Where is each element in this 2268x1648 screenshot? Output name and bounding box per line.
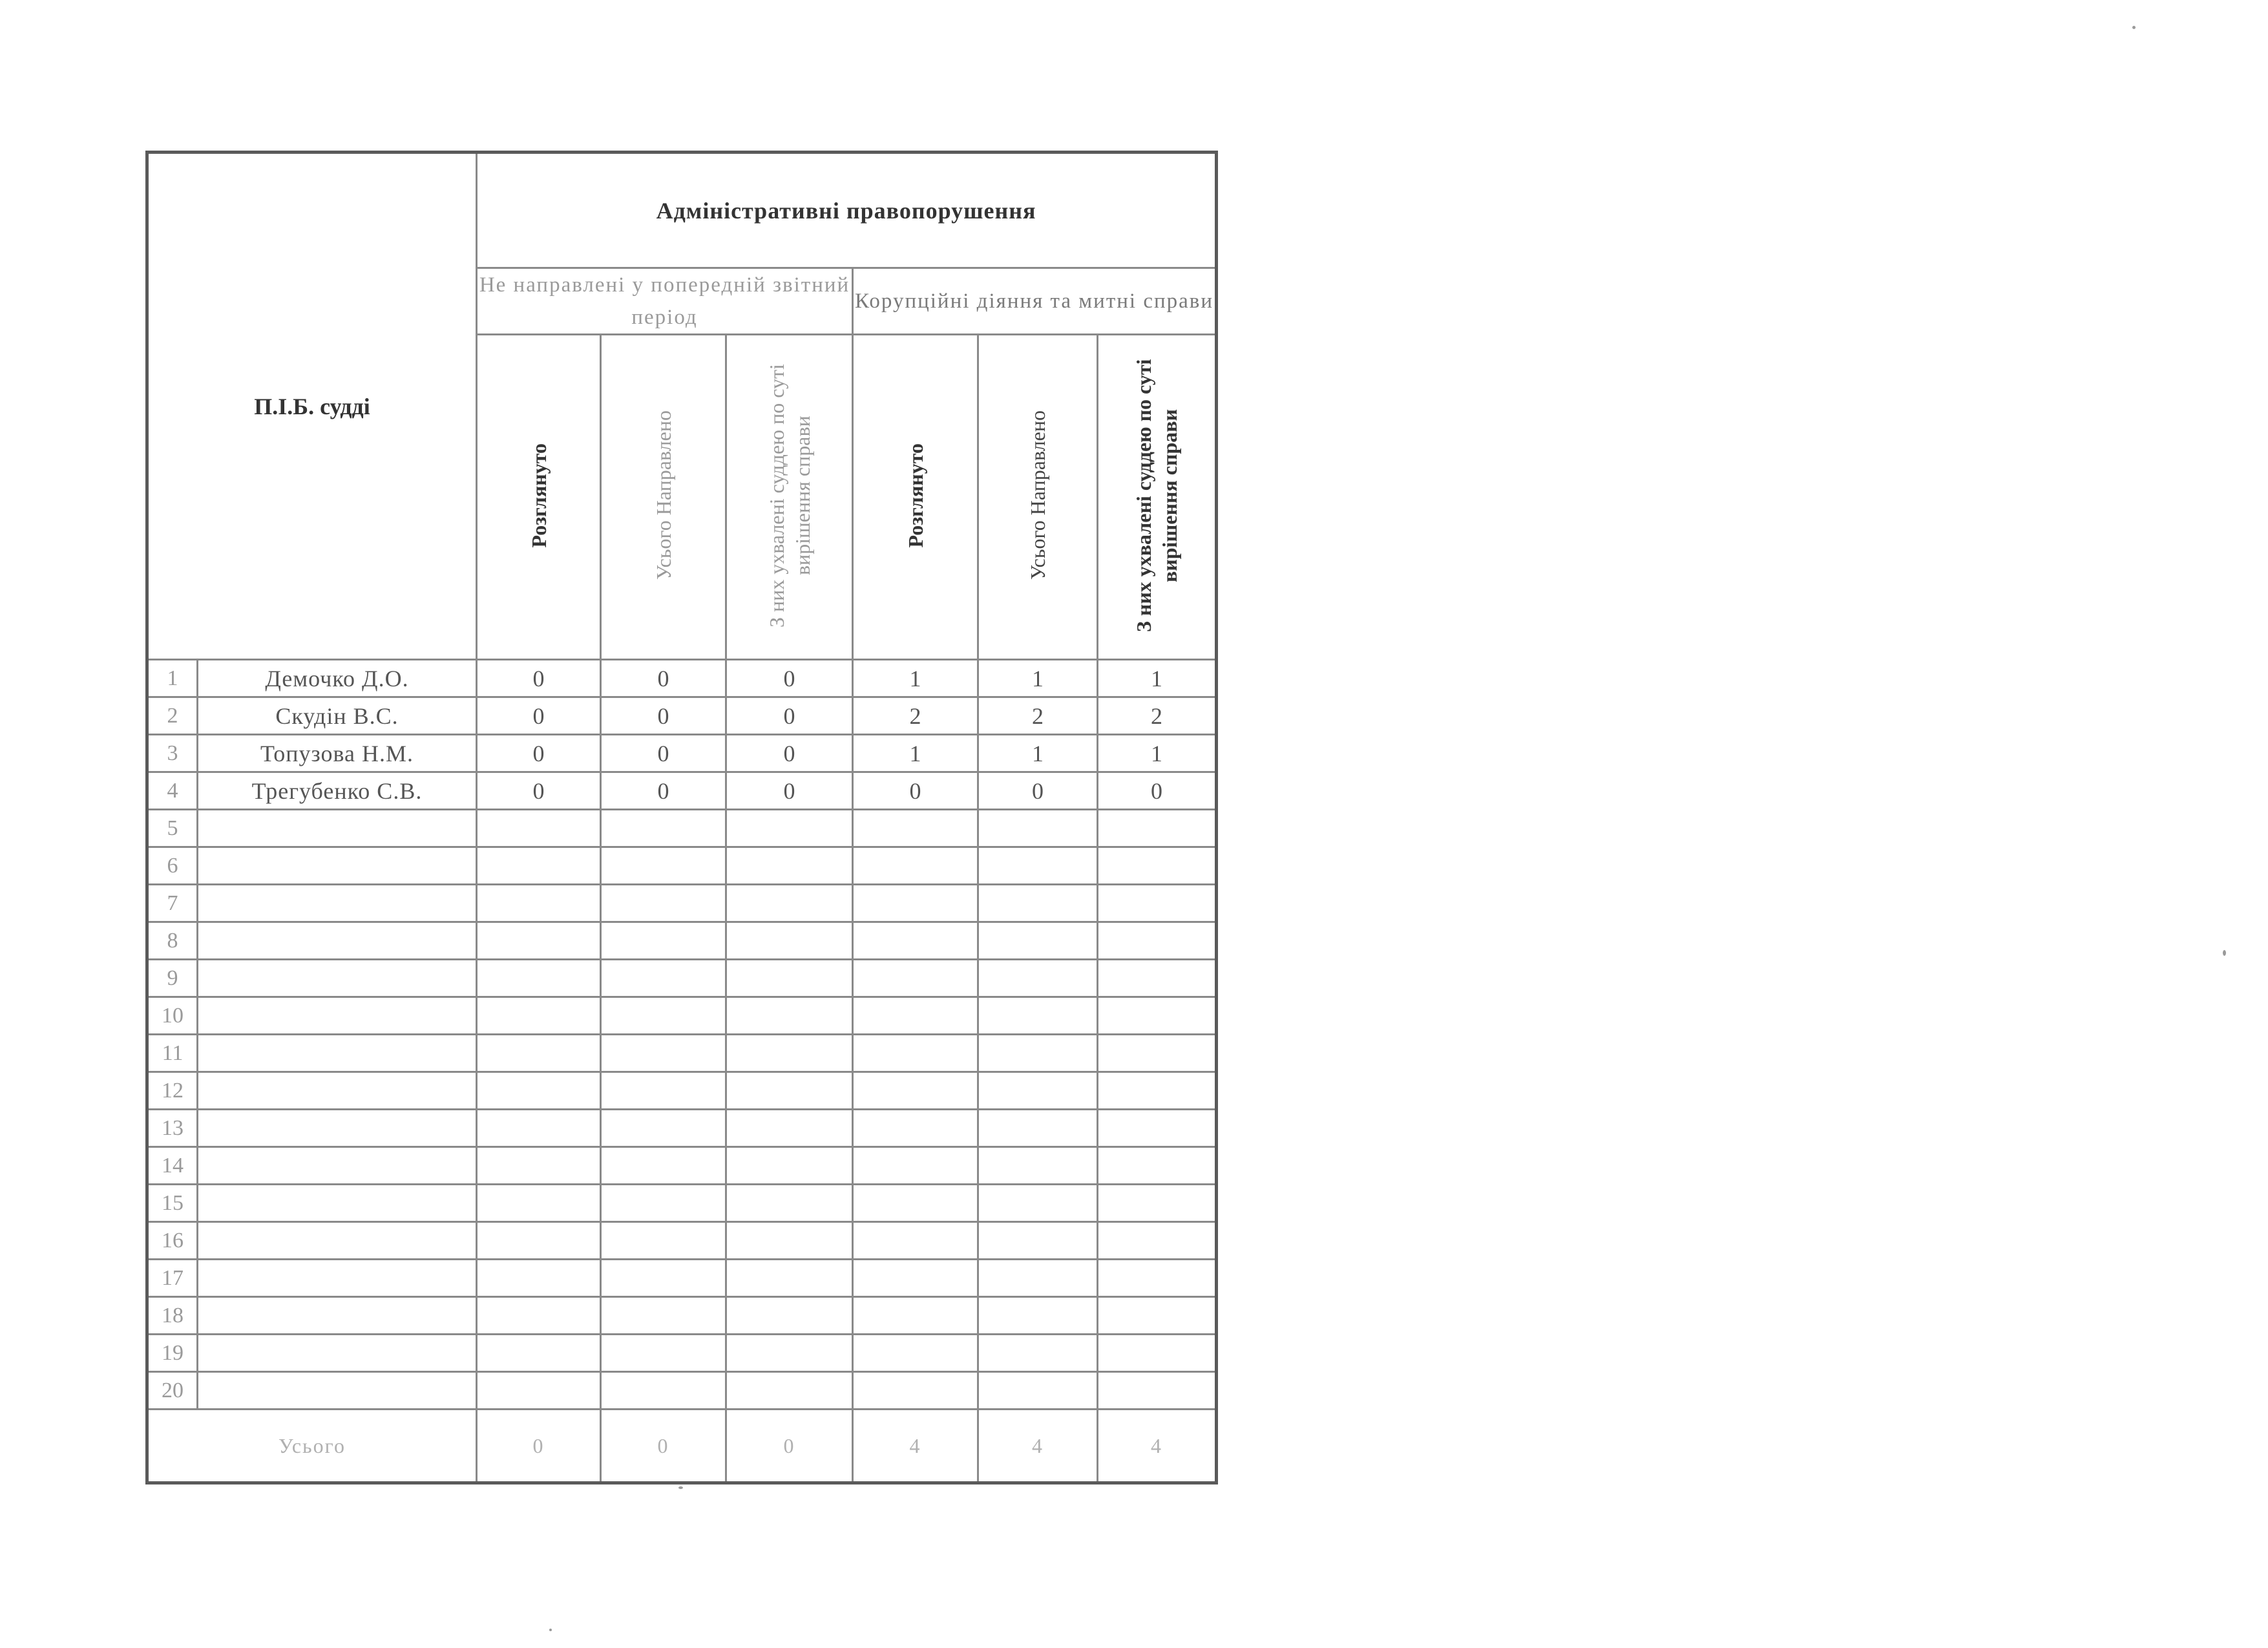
row-number: 4 (147, 772, 198, 810)
cell-value (1098, 1297, 1217, 1335)
cell-value (726, 960, 853, 997)
cell-value (1098, 1222, 1217, 1260)
judge-name (198, 1297, 477, 1335)
cell-value (853, 1110, 978, 1147)
cell-value (978, 1335, 1098, 1372)
cell-value (853, 1372, 978, 1410)
cell-value: 0 (601, 772, 726, 810)
table-row (147, 960, 1217, 997)
row-number: 13 (147, 1110, 198, 1147)
cell-value: 0 (853, 772, 978, 810)
table-row (147, 697, 1217, 735)
cell-value (726, 1260, 853, 1297)
total-value: 4 (853, 1410, 978, 1483)
cell-value: 0 (601, 697, 726, 735)
total-value: 4 (978, 1410, 1098, 1483)
cell-value (477, 1185, 601, 1222)
cell-value (601, 997, 726, 1035)
cell-value (1098, 922, 1217, 960)
cell-value (601, 1035, 726, 1072)
cell-value (477, 885, 601, 922)
cell-value (601, 1222, 726, 1260)
row-number: 10 (147, 997, 198, 1035)
cell-value (601, 1185, 726, 1222)
cell-value: 1 (1098, 660, 1217, 697)
cell-value: 0 (601, 735, 726, 772)
cell-value (1098, 847, 1217, 885)
cell-value (853, 1222, 978, 1260)
cell-value: 0 (477, 772, 601, 810)
total-value: 0 (601, 1410, 726, 1483)
row-number: 7 (147, 885, 198, 922)
corruption-customs-header: Корупційні діяння та митні справи (853, 268, 1217, 335)
cell-value: 0 (601, 660, 726, 697)
col-header-total-sent-2: Усього Направлено (978, 335, 1098, 660)
cell-value: 2 (853, 697, 978, 735)
cell-value (853, 997, 978, 1035)
col-header-reviewed-2: Розглянуто (853, 335, 978, 660)
cell-value (853, 1072, 978, 1110)
judge-name (198, 1372, 477, 1410)
cell-value: 0 (1098, 772, 1217, 810)
table-row (147, 1185, 1217, 1222)
table-row (147, 810, 1217, 847)
cell-value (726, 1222, 853, 1260)
col-header-reviewed-1: Розглянуто (477, 335, 601, 660)
cell-value (1098, 1147, 1217, 1185)
cell-value (1098, 1260, 1217, 1297)
cell-value: 0 (726, 697, 853, 735)
table-row (147, 1035, 1217, 1072)
cell-value (726, 922, 853, 960)
judge-name: Топузова Н.М. (198, 735, 477, 772)
cell-value (726, 1110, 853, 1147)
cell-value (601, 885, 726, 922)
table-row (147, 1335, 1217, 1372)
cell-value (601, 1147, 726, 1185)
judge-name (198, 885, 477, 922)
col-header-decided-2: З них ухвалені суддею по суті вирішення справи (1098, 335, 1217, 660)
cell-value (726, 1372, 853, 1410)
table-row (147, 1072, 1217, 1110)
cell-value (853, 922, 978, 960)
cell-value: 1 (853, 735, 978, 772)
cell-value (601, 960, 726, 997)
row-number: 9 (147, 960, 198, 997)
cell-value (853, 960, 978, 997)
cell-value (477, 847, 601, 885)
cell-value (853, 885, 978, 922)
cell-value: 0 (726, 772, 853, 810)
judge-name (198, 810, 477, 847)
cell-value (477, 922, 601, 960)
row-number: 14 (147, 1147, 198, 1185)
row-number: 18 (147, 1297, 198, 1335)
cell-value (477, 1335, 601, 1372)
table-row (147, 660, 1217, 697)
row-number: 19 (147, 1335, 198, 1372)
cell-value (853, 810, 978, 847)
col-header-total-sent-1: Усього Направлено (601, 335, 726, 660)
row-number: 2 (147, 697, 198, 735)
judge-name (198, 1222, 477, 1260)
cell-value (601, 1335, 726, 1372)
judge-name-header: П.І.Б. судді (147, 153, 477, 660)
judge-name (198, 1260, 477, 1297)
cell-value (1098, 885, 1217, 922)
cell-value (978, 1372, 1098, 1410)
cell-value (601, 1297, 726, 1335)
cell-value (853, 1185, 978, 1222)
cell-value (853, 1335, 978, 1372)
cell-value: 2 (1098, 697, 1217, 735)
row-number: 15 (147, 1185, 198, 1222)
cell-value (1098, 1372, 1217, 1410)
table-row (147, 1297, 1217, 1335)
not-sent-previous-period-header: Не направлені у попередній звітний період (477, 268, 853, 335)
cell-value (477, 1260, 601, 1297)
cell-value (1098, 997, 1217, 1035)
cell-value: 0 (477, 697, 601, 735)
cell-value (477, 810, 601, 847)
cell-value (978, 1035, 1098, 1072)
scan-speck (2223, 950, 2226, 956)
judge-name (198, 1147, 477, 1185)
cell-value (978, 847, 1098, 885)
row-number: 17 (147, 1260, 198, 1297)
cell-value (726, 1147, 853, 1185)
judge-name: Трегубенко С.В. (198, 772, 477, 810)
row-number: 6 (147, 847, 198, 885)
total-value: 4 (1098, 1410, 1217, 1483)
administrative-offenses-header: Адміністративні правопорушення (477, 153, 1217, 268)
judge-name (198, 847, 477, 885)
cell-value (726, 810, 853, 847)
cell-value (601, 1110, 726, 1147)
cell-value (726, 1035, 853, 1072)
cell-value (978, 1110, 1098, 1147)
cell-value (1098, 1110, 1217, 1147)
cell-value (601, 1072, 726, 1110)
cell-value (978, 960, 1098, 997)
cell-value (1098, 960, 1217, 997)
table-row (147, 772, 1217, 810)
cell-value (477, 960, 601, 997)
cell-value (477, 1297, 601, 1335)
scan-speck (678, 1486, 683, 1489)
table-row (147, 885, 1217, 922)
cell-value (978, 810, 1098, 847)
cell-value (601, 1372, 726, 1410)
cell-value: 1 (978, 735, 1098, 772)
table-row (147, 735, 1217, 772)
judge-name (198, 1035, 477, 1072)
cell-value (601, 1260, 726, 1297)
table-row (147, 1260, 1217, 1297)
cell-value (601, 847, 726, 885)
cell-value (1098, 810, 1217, 847)
cell-value (726, 1297, 853, 1335)
table-row (147, 997, 1217, 1035)
cell-value (978, 1297, 1098, 1335)
cell-value: 0 (477, 735, 601, 772)
cell-value (726, 997, 853, 1035)
judge-name: Скудін В.С. (198, 697, 477, 735)
cell-value (853, 1297, 978, 1335)
table-row (147, 847, 1217, 885)
row-number: 5 (147, 810, 198, 847)
cell-value (853, 1035, 978, 1072)
cell-value: 1 (978, 660, 1098, 697)
judge-statistics-table (145, 151, 1218, 1484)
cell-value (978, 1185, 1098, 1222)
row-number: 12 (147, 1072, 198, 1110)
cell-value (978, 997, 1098, 1035)
cell-value: 0 (477, 660, 601, 697)
cell-value (978, 922, 1098, 960)
total-value: 0 (477, 1410, 601, 1483)
scan-speck (2132, 26, 2136, 29)
judge-name (198, 1335, 477, 1372)
row-number: 11 (147, 1035, 198, 1072)
cell-value (726, 1185, 853, 1222)
cell-value: 0 (726, 735, 853, 772)
table-row (147, 1110, 1217, 1147)
row-number: 3 (147, 735, 198, 772)
total-value: 0 (726, 1410, 853, 1483)
judge-name (198, 1110, 477, 1147)
cell-value (726, 885, 853, 922)
cell-value (601, 810, 726, 847)
cell-value (477, 1035, 601, 1072)
scan-speck (549, 1629, 552, 1631)
total-label: Усього (147, 1410, 477, 1483)
cell-value (726, 1072, 853, 1110)
cell-value: 2 (978, 697, 1098, 735)
cell-value (477, 1147, 601, 1185)
judge-name (198, 1072, 477, 1110)
judge-name: Демочко Д.О. (198, 660, 477, 697)
cell-value (601, 922, 726, 960)
cell-value (978, 1072, 1098, 1110)
table-row (147, 1372, 1217, 1410)
cell-value (853, 847, 978, 885)
table-row (147, 1222, 1217, 1260)
cell-value (1098, 1335, 1217, 1372)
cell-value: 0 (726, 660, 853, 697)
row-number: 8 (147, 922, 198, 960)
cell-value (853, 1260, 978, 1297)
cell-value (726, 847, 853, 885)
cell-value (477, 1072, 601, 1110)
cell-value (853, 1147, 978, 1185)
cell-value: 0 (978, 772, 1098, 810)
judge-name (198, 922, 477, 960)
cell-value (477, 1110, 601, 1147)
cell-value (978, 885, 1098, 922)
cell-value (1098, 1035, 1217, 1072)
judge-name (198, 960, 477, 997)
cell-value (978, 1260, 1098, 1297)
col-header-decided-1: З них ухвалені суддею по суті вирішення справи (726, 335, 853, 660)
row-number: 20 (147, 1372, 198, 1410)
cell-value: 1 (853, 660, 978, 697)
cell-value: 1 (1098, 735, 1217, 772)
cell-value (477, 1222, 601, 1260)
row-number: 16 (147, 1222, 198, 1260)
cell-value (978, 1147, 1098, 1185)
table-row (147, 1147, 1217, 1185)
cell-value (1098, 1185, 1217, 1222)
judge-name (198, 1185, 477, 1222)
cell-value (978, 1222, 1098, 1260)
table-row (147, 922, 1217, 960)
cell-value (477, 1372, 601, 1410)
cell-value (726, 1335, 853, 1372)
cell-value (1098, 1072, 1217, 1110)
cell-value (477, 997, 601, 1035)
judge-name (198, 997, 477, 1035)
total-row (147, 1410, 1217, 1483)
row-number: 1 (147, 660, 198, 697)
